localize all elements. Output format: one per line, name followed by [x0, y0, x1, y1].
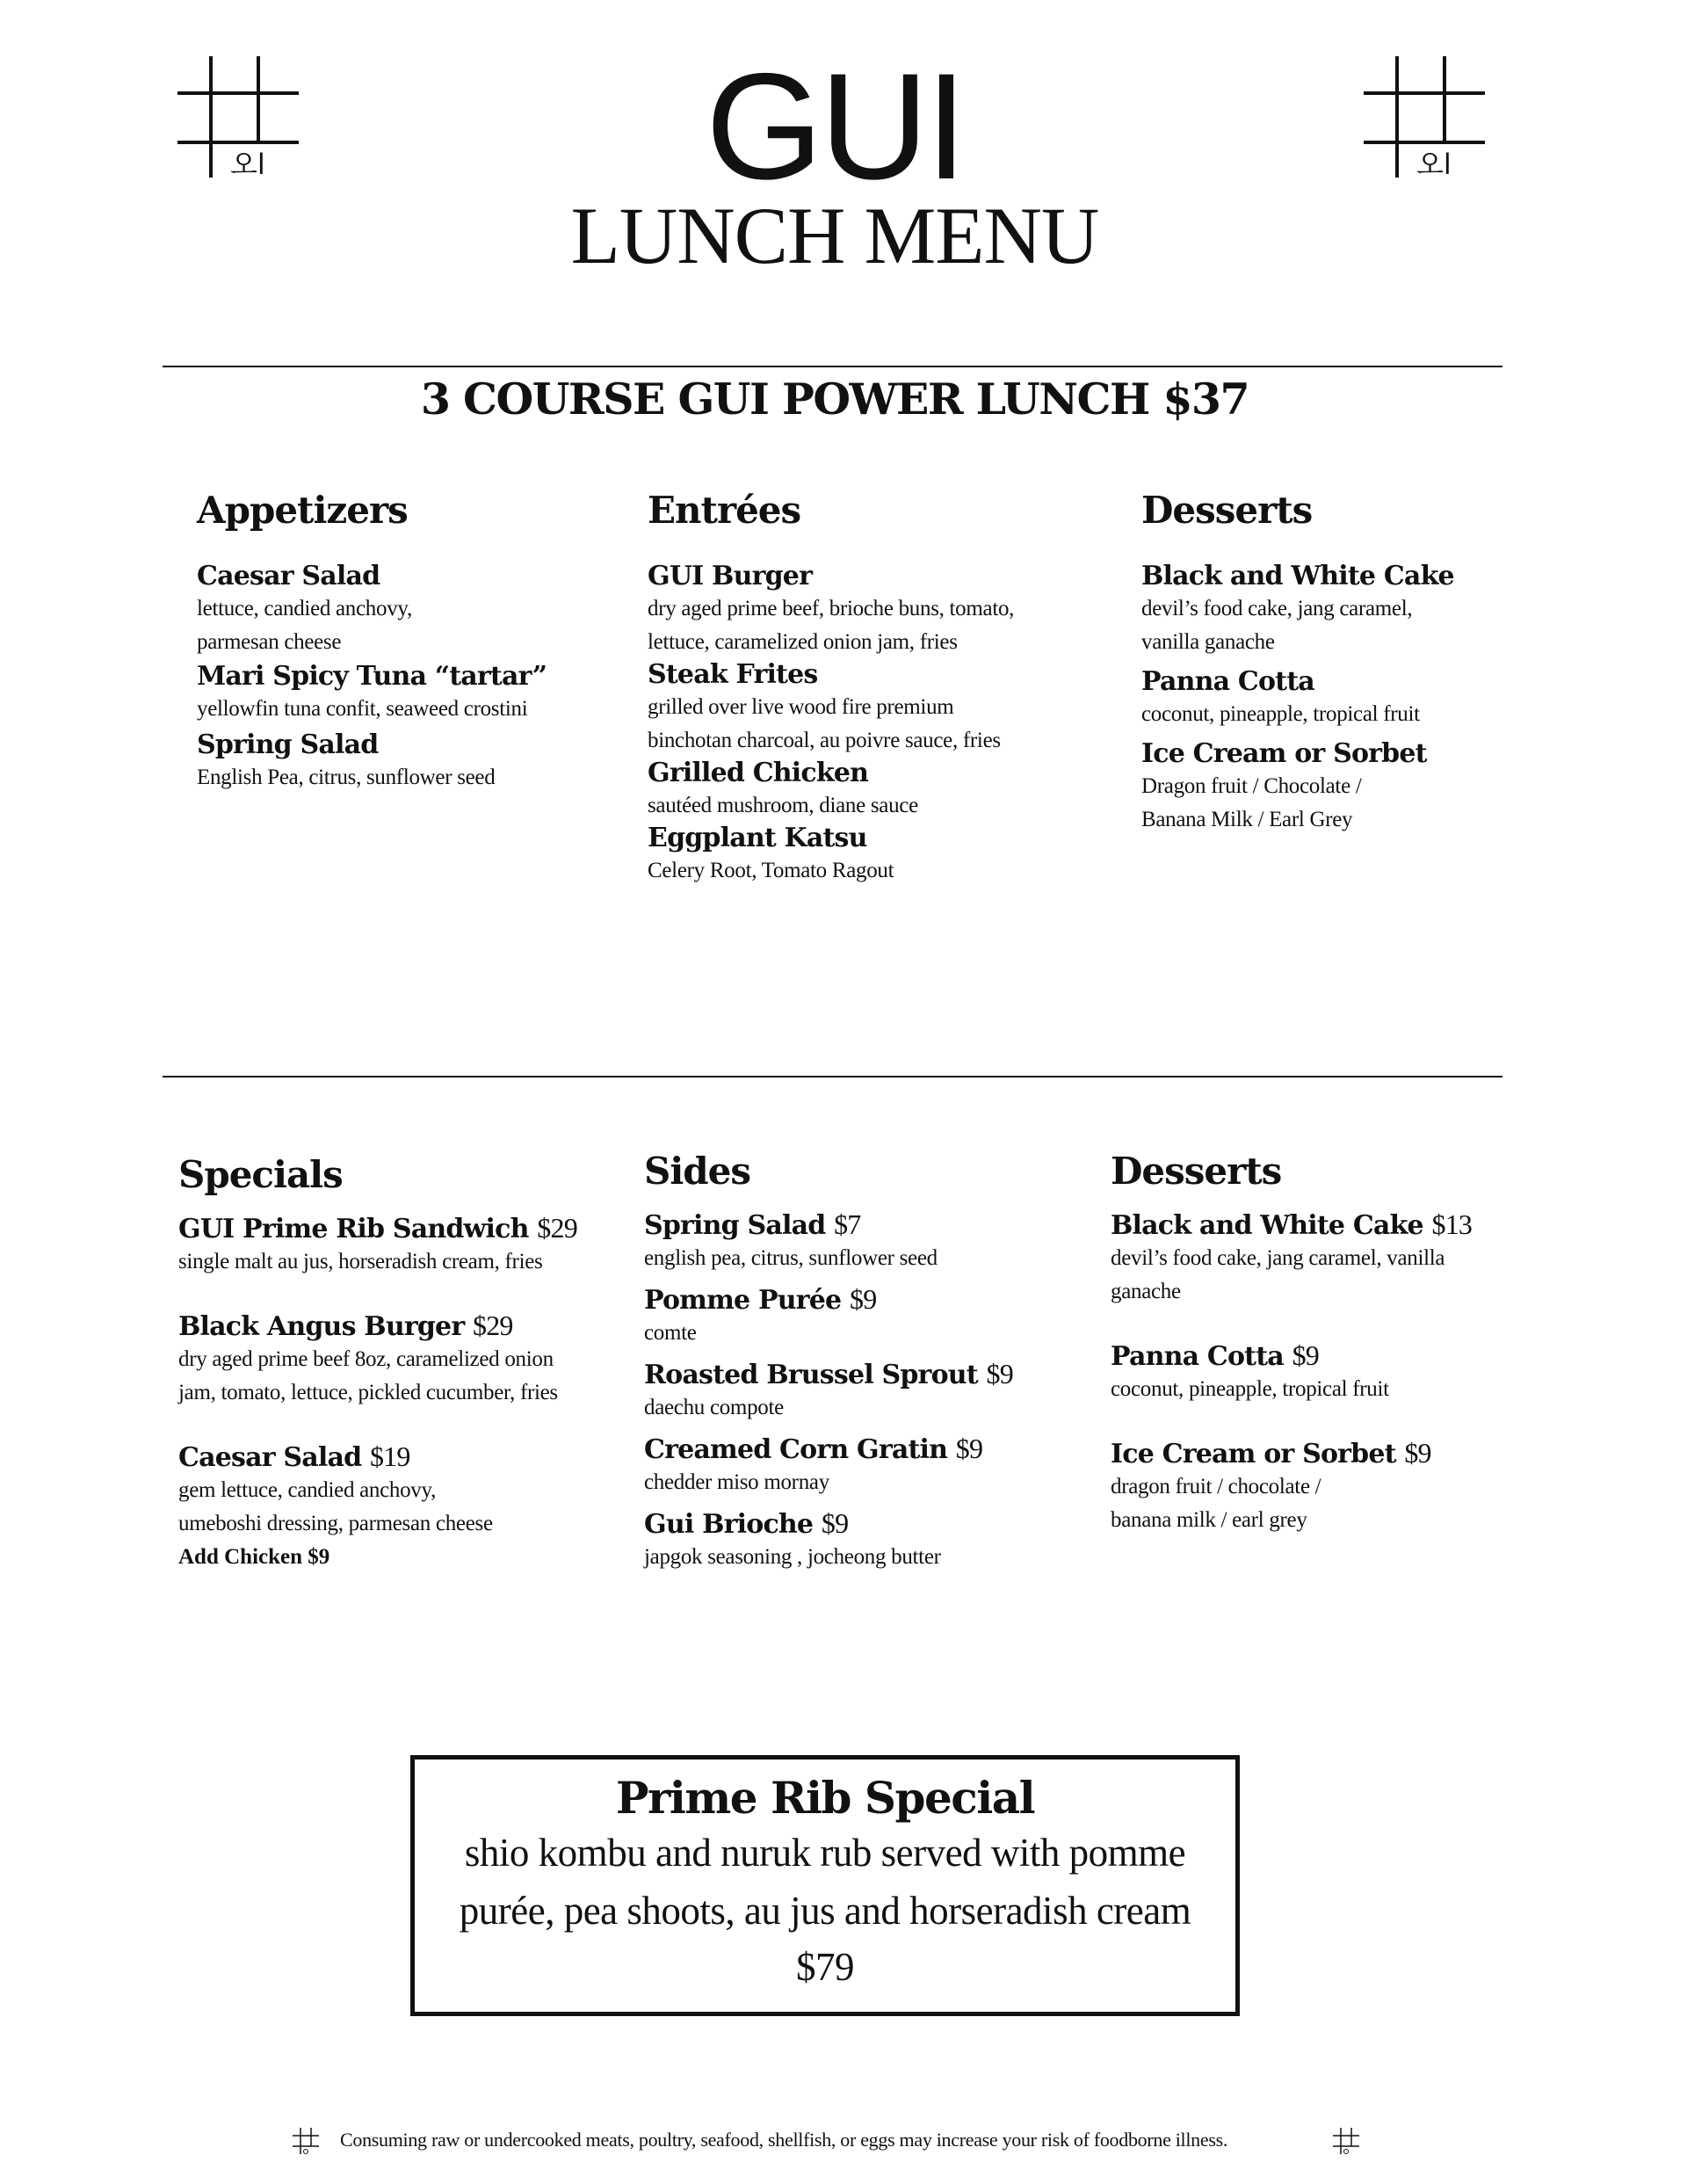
item-desc: banana milk / earl grey — [1111, 1508, 1307, 1533]
menu-item — [648, 561, 1104, 659]
item-name: Black and White Cake — [1111, 1210, 1423, 1242]
menu-item — [648, 823, 1104, 888]
item-price: $9 — [850, 1283, 877, 1316]
item-name: Steak Frites — [648, 659, 818, 691]
menu-item — [1111, 1208, 1515, 1309]
special-desc: shio kombu and nuruk rub served with pomme purée, pea shoots, au jus and horseradish cream — [459, 1831, 1191, 1933]
item-desc: gem lettuce, candied anchovy, — [178, 1478, 437, 1503]
menu-item — [178, 1211, 618, 1279]
desserts-column — [1111, 1151, 1515, 1537]
section-heading: Specials — [178, 1153, 343, 1196]
item-desc: ganache — [1111, 1280, 1181, 1304]
power-entrees-column — [648, 490, 1104, 888]
item-desc: devil’s food cake, jang caramel, — [1141, 597, 1413, 621]
item-name: GUI Burger — [648, 561, 813, 592]
power-lunch-title: 3 COURSE GUI POWER LUNCH $37 — [420, 374, 1249, 424]
item-price: $7 — [834, 1208, 861, 1241]
menu-item — [1111, 1436, 1515, 1537]
item-name: Caesar Salad — [178, 1442, 362, 1474]
item-desc: daechu compote — [644, 1396, 784, 1420]
menu-item — [648, 758, 1104, 823]
special-price: $79 — [796, 1945, 854, 1989]
menu-item — [178, 1309, 618, 1410]
item-desc: chedder miso mornay — [644, 1470, 829, 1495]
prime-rib-special-box — [410, 1755, 1240, 2016]
item-desc: dry aged prime beef 8oz, caramelized onion — [178, 1347, 554, 1372]
item-name: Spring Salad — [644, 1210, 826, 1242]
item-name: Panna Cotta — [1141, 666, 1314, 698]
item-price: $9 — [986, 1358, 1013, 1390]
item-addon: Add Chicken $9 — [178, 1545, 330, 1570]
item-name: Gui Brioche — [644, 1509, 814, 1541]
item-desc: umeboshi dressing, parmesan cheese — [178, 1512, 493, 1536]
menu-item — [197, 729, 619, 795]
menu-item — [644, 1432, 1083, 1499]
foodborne-disclaimer: Consuming raw or undercooked meats, poultry, seafood, shellfish, or eggs may increase your risk of foodborne illness. — [340, 2129, 1228, 2151]
menu-item — [1141, 561, 1510, 659]
divider — [163, 366, 1502, 367]
hash-logo-icon — [1332, 2127, 1360, 2155]
item-desc: japgok seasoning , jocheong butter — [644, 1545, 941, 1570]
item-desc: lettuce, caramelized onion jam, fries — [648, 630, 958, 655]
item-desc: yellowfin tuna confit, seaweed crostini — [197, 697, 528, 722]
svg-text:오l: 오l — [230, 148, 265, 178]
item-price: $29 — [537, 1212, 577, 1244]
special-title: Prime Rib Special — [615, 1772, 1035, 1824]
item-desc: comte — [644, 1321, 697, 1346]
section-heading: Sides — [644, 1150, 751, 1193]
menu-item — [197, 661, 619, 726]
item-desc: English Pea, citrus, sunflower seed — [197, 765, 496, 790]
item-price: $9 — [1292, 1339, 1319, 1372]
item-desc: Dragon fruit / Chocolate / — [1141, 774, 1362, 799]
section-heading: Entrées — [648, 489, 801, 532]
hash-logo-icon — [292, 2127, 320, 2155]
item-name: Grilled Chicken — [648, 758, 869, 789]
section-heading: Desserts — [1111, 1150, 1282, 1193]
item-desc: Celery Root, Tomato Ragout — [648, 859, 894, 883]
item-name: Eggplant Katsu — [648, 823, 867, 854]
item-price: $13 — [1431, 1208, 1473, 1241]
menu-item — [1141, 666, 1510, 731]
item-price: $19 — [369, 1440, 410, 1473]
item-desc: jam, tomato, lettuce, pickled cucumber, fries — [178, 1381, 558, 1405]
power-desserts-column — [1141, 490, 1510, 837]
item-price: $9 — [821, 1507, 849, 1540]
brand-name: GUI — [706, 42, 964, 211]
item-desc: single malt au jus, horseradish cream, fries — [178, 1250, 543, 1274]
sides-column — [644, 1151, 1083, 1574]
item-desc: lettuce, candied anchovy, — [197, 597, 412, 621]
specials-column — [178, 1155, 618, 1574]
divider — [163, 1076, 1502, 1077]
item-name: Creamed Corn Gratin — [644, 1434, 948, 1466]
menu-item — [644, 1506, 1083, 1574]
item-name: Black Angus Burger — [178, 1311, 465, 1343]
menu-item — [1141, 738, 1510, 837]
power-appetizers-column — [197, 490, 619, 795]
menu-item — [197, 561, 619, 659]
item-price: $9 — [955, 1433, 983, 1465]
item-desc: coconut, pineapple, tropical fruit — [1141, 702, 1420, 727]
item-desc: parmesan cheese — [197, 630, 342, 655]
item-desc: devil’s food cake, jang caramel, vanilla — [1111, 1246, 1445, 1271]
item-name: Ice Cream or Sorbet — [1111, 1439, 1396, 1470]
item-desc: dragon fruit / chocolate / — [1111, 1475, 1321, 1499]
item-desc: grilled over live wood fire premium — [648, 695, 954, 720]
svg-text:오l: 오l — [1416, 148, 1452, 178]
item-name: Mari Spicy Tuna “tartar” — [197, 661, 547, 693]
item-desc: english pea, citrus, sunflower seed — [644, 1246, 938, 1271]
item-price: $29 — [473, 1310, 513, 1342]
item-desc: Banana Milk / Earl Grey — [1141, 808, 1353, 832]
menu-item — [648, 659, 1104, 758]
item-desc: vanilla ganache — [1141, 630, 1275, 655]
item-name: Roasted Brussel Sprout — [644, 1360, 978, 1391]
item-desc: binchotan charcoal, au poivre sauce, fries — [648, 729, 1001, 753]
item-name: Pomme Purée — [644, 1285, 842, 1317]
menu-item — [1111, 1339, 1515, 1406]
section-heading: Appetizers — [197, 489, 408, 532]
item-name: Spring Salad — [197, 729, 379, 761]
item-price: $9 — [1404, 1437, 1431, 1469]
section-heading: Desserts — [1141, 489, 1313, 532]
menu-item — [644, 1282, 1083, 1350]
menu-item — [644, 1357, 1083, 1425]
item-name: Black and White Cake — [1141, 561, 1454, 592]
item-name: GUI Prime Rib Sandwich — [178, 1214, 529, 1245]
item-desc: coconut, pineapple, tropical fruit — [1111, 1377, 1389, 1402]
item-desc: dry aged prime beef, brioche buns, tomato, — [648, 597, 1015, 621]
menu-item — [178, 1440, 618, 1574]
menu-item — [644, 1208, 1083, 1275]
item-name: Ice Cream or Sorbet — [1141, 738, 1427, 770]
item-name: Panna Cotta — [1111, 1341, 1284, 1373]
item-name: Caesar Salad — [197, 561, 380, 592]
footer — [0, 2125, 1687, 2160]
page-title: LUNCH MENU — [570, 191, 1099, 280]
item-desc: sautéed mushroom, diane sauce — [648, 794, 918, 818]
